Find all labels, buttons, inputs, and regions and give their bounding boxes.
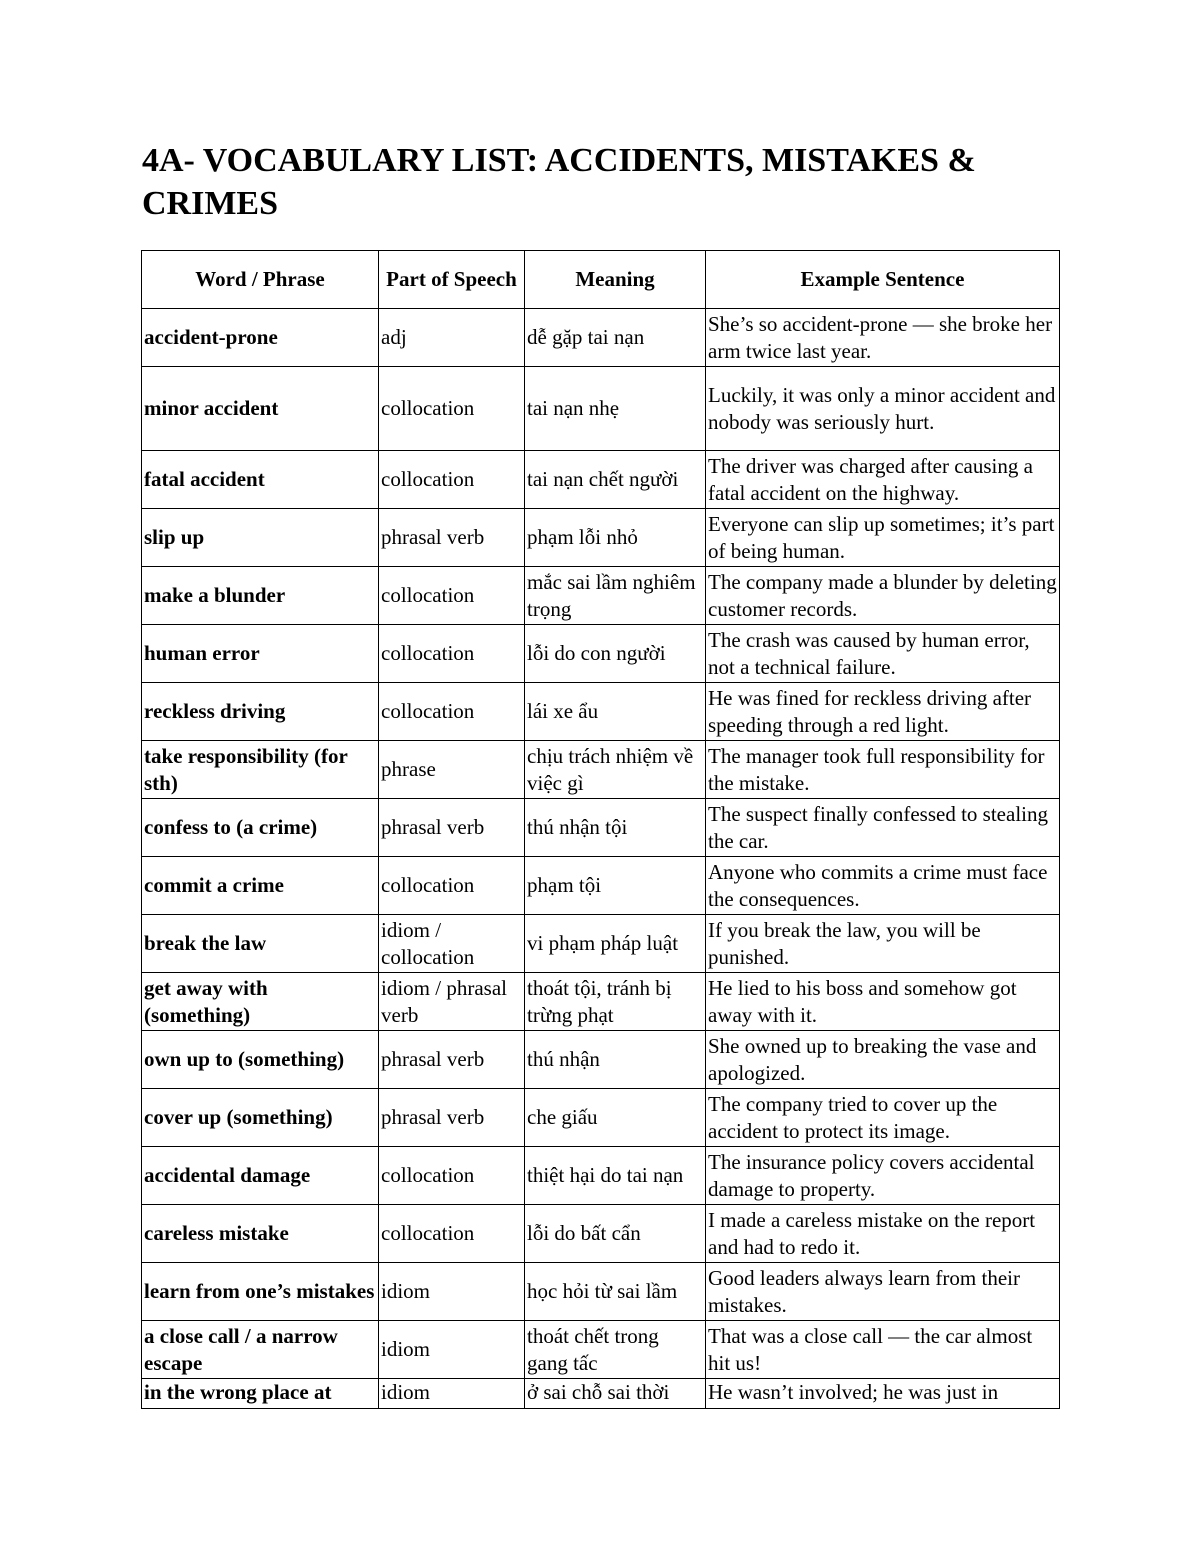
meaning-cell: phạm tội — [525, 857, 706, 915]
table-row — [142, 1205, 1060, 1263]
part-of-speech-cell: idiom / phrasal verb — [379, 973, 525, 1031]
word-cell: confess to (a crime) — [142, 799, 379, 857]
vocabulary-table — [141, 250, 1060, 1409]
table-row — [142, 1089, 1060, 1147]
example-cell: He wasn’t involved; he was just in — [706, 1379, 1060, 1409]
example-cell: She’s so accident-prone — she broke her arm twice last year. — [706, 309, 1060, 367]
example-cell: He lied to his boss and somehow got away with it. — [706, 973, 1060, 1031]
header-word: Word / Phrase — [142, 251, 379, 309]
example-cell: If you break the law, you will be punished. — [706, 915, 1060, 973]
meaning-cell: thú nhận — [525, 1031, 706, 1089]
table-row — [142, 1263, 1060, 1321]
example-cell: Anyone who commits a crime must face the consequences. — [706, 857, 1060, 915]
word-cell: learn from one’s mistakes — [142, 1263, 379, 1321]
word-cell: human error — [142, 625, 379, 683]
table-row — [142, 367, 1060, 451]
example-cell: The driver was charged after causing a fatal accident on the highway. — [706, 451, 1060, 509]
meaning-cell: ở sai chỗ sai thời — [525, 1379, 706, 1409]
table-row — [142, 915, 1060, 973]
table-row — [142, 973, 1060, 1031]
part-of-speech-cell: phrase — [379, 741, 525, 799]
word-cell: reckless driving — [142, 683, 379, 741]
meaning-cell: thoát chết trong gang tấc — [525, 1321, 706, 1379]
part-of-speech-cell: idiom — [379, 1263, 525, 1321]
word-cell: take responsibility (for sth) — [142, 741, 379, 799]
word-cell: fatal accident — [142, 451, 379, 509]
table-header-row — [142, 251, 1060, 309]
meaning-cell: lỗi do bất cẩn — [525, 1205, 706, 1263]
part-of-speech-cell: collocation — [379, 451, 525, 509]
word-cell: make a blunder — [142, 567, 379, 625]
word-cell: own up to (something) — [142, 1031, 379, 1089]
part-of-speech-cell: collocation — [379, 567, 525, 625]
word-cell: a close call / a narrow escape — [142, 1321, 379, 1379]
meaning-cell: thiệt hại do tai nạn — [525, 1147, 706, 1205]
word-cell: get away with (something) — [142, 973, 379, 1031]
part-of-speech-cell: adj — [379, 309, 525, 367]
table-row — [142, 567, 1060, 625]
example-cell: The company tried to cover up the accident to protect its image. — [706, 1089, 1060, 1147]
meaning-cell: dễ gặp tai nạn — [525, 309, 706, 367]
word-cell: accident-prone — [142, 309, 379, 367]
part-of-speech-cell: collocation — [379, 1205, 525, 1263]
example-cell: The suspect finally confessed to stealing the car. — [706, 799, 1060, 857]
part-of-speech-cell: collocation — [379, 367, 525, 451]
table-row — [142, 625, 1060, 683]
part-of-speech-cell: collocation — [379, 625, 525, 683]
part-of-speech-cell: collocation — [379, 857, 525, 915]
meaning-cell: phạm lỗi nhỏ — [525, 509, 706, 567]
word-cell: break the law — [142, 915, 379, 973]
example-cell: I made a careless mistake on the report and had to redo it. — [706, 1205, 1060, 1263]
example-cell: The crash was caused by human error, not a technical failure. — [706, 625, 1060, 683]
example-cell: The company made a blunder by deleting customer records. — [706, 567, 1060, 625]
meaning-cell: tai nạn nhẹ — [525, 367, 706, 451]
meaning-cell: thoát tội, tránh bị trừng phạt — [525, 973, 706, 1031]
example-cell: The insurance policy covers accidental damage to property. — [706, 1147, 1060, 1205]
meaning-cell: chịu trách nhiệm về việc gì — [525, 741, 706, 799]
meaning-cell: mắc sai lầm nghiêm trọng — [525, 567, 706, 625]
table-row — [142, 683, 1060, 741]
part-of-speech-cell: phrasal verb — [379, 799, 525, 857]
word-cell: commit a crime — [142, 857, 379, 915]
part-of-speech-cell: collocation — [379, 1147, 525, 1205]
meaning-cell: vi phạm pháp luật — [525, 915, 706, 973]
example-cell: She owned up to breaking the vase and apologized. — [706, 1031, 1060, 1089]
part-of-speech-cell: phrasal verb — [379, 1031, 525, 1089]
word-cell: accidental damage — [142, 1147, 379, 1205]
meaning-cell: thú nhận tội — [525, 799, 706, 857]
table-row — [142, 741, 1060, 799]
header-part-of-speech: Part of Speech — [379, 251, 525, 309]
word-cell: careless mistake — [142, 1205, 379, 1263]
part-of-speech-cell: idiom / collocation — [379, 915, 525, 973]
word-cell: cover up (something) — [142, 1089, 379, 1147]
word-cell: slip up — [142, 509, 379, 567]
table-row — [142, 451, 1060, 509]
header-meaning: Meaning — [525, 251, 706, 309]
part-of-speech-cell: idiom — [379, 1379, 525, 1409]
example-cell: That was a close call — the car almost hit us! — [706, 1321, 1060, 1379]
table-row — [142, 857, 1060, 915]
example-cell: Luckily, it was only a minor accident and nobody was seriously hurt. — [706, 367, 1060, 451]
table-row — [142, 1379, 1060, 1409]
example-cell: He was fined for reckless driving after speeding through a red light. — [706, 683, 1060, 741]
example-cell: Good leaders always learn from their mistakes. — [706, 1263, 1060, 1321]
table-row — [142, 1031, 1060, 1089]
table-row — [142, 1321, 1060, 1379]
part-of-speech-cell: collocation — [379, 683, 525, 741]
part-of-speech-cell: idiom — [379, 1321, 525, 1379]
table-row — [142, 309, 1060, 367]
meaning-cell: lái xe ẩu — [525, 683, 706, 741]
table-row — [142, 1147, 1060, 1205]
part-of-speech-cell: phrasal verb — [379, 1089, 525, 1147]
part-of-speech-cell: phrasal verb — [379, 509, 525, 567]
header-example: Example Sentence — [706, 251, 1060, 309]
meaning-cell: tai nạn chết người — [525, 451, 706, 509]
word-cell: in the wrong place at — [142, 1379, 379, 1409]
meaning-cell: che giấu — [525, 1089, 706, 1147]
example-cell: The manager took full responsibility for the mistake. — [706, 741, 1060, 799]
table-row — [142, 509, 1060, 567]
meaning-cell: học hỏi từ sai lầm — [525, 1263, 706, 1321]
page-title: 4A- VOCABULARY LIST: ACCIDENTS, MISTAKES & CRIMES — [142, 142, 976, 222]
example-cell: Everyone can slip up sometimes; it’s part of being human. — [706, 509, 1060, 567]
word-cell: minor accident — [142, 367, 379, 451]
meaning-cell: lỗi do con người — [525, 625, 706, 683]
table-row — [142, 799, 1060, 857]
